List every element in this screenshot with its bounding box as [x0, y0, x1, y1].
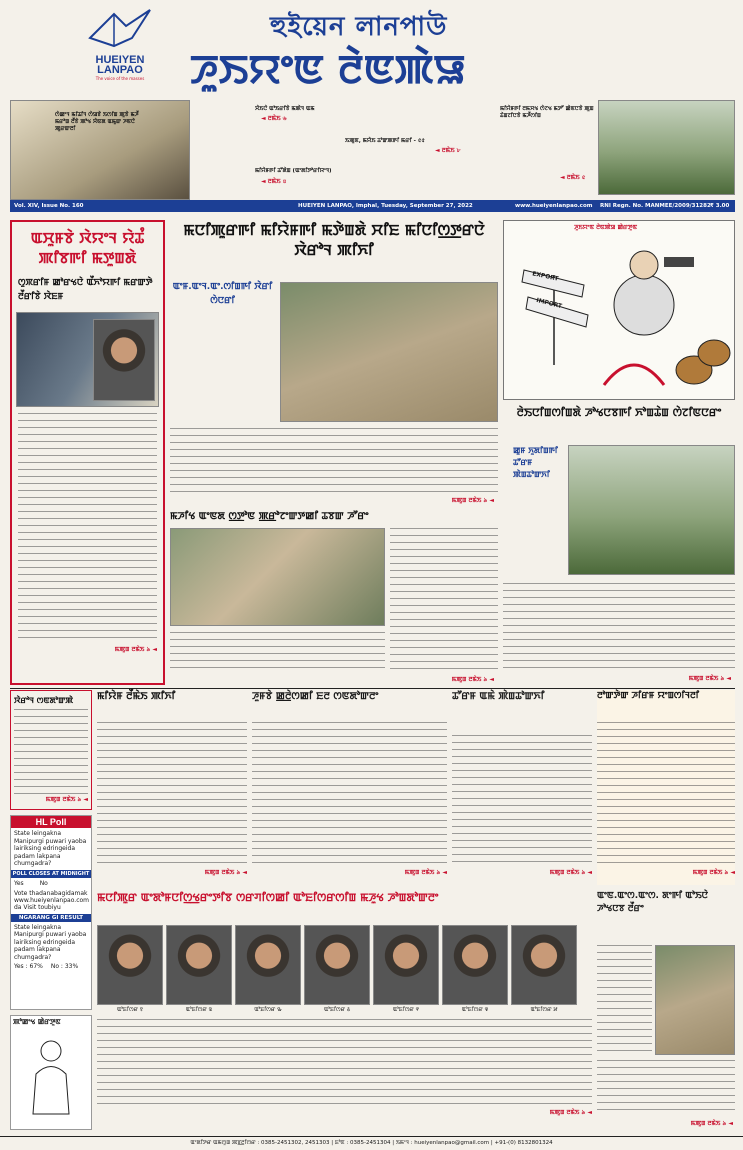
sign-export: EXPORT	[531, 270, 560, 283]
portrait-photo	[93, 319, 155, 401]
bottom-story-body	[97, 1019, 592, 1107]
teaser-right-text[interactable]: ꯃꯤꯌꯥꯝꯒꯤ ꯂꯃꯆꯠ ꯁꯥꯖꯠ ꯃꯇꯧ ꯀꯥꯟꯅꯕꯥ ꯄꯨꯡ ꯊꯥꯡꯖꯤꯅꯕꯥ ꯃꯍꯩꯁꯤꯡ	[500, 106, 594, 120]
small-story-3-body	[452, 735, 592, 867]
logo-tagline: The voice of the masses	[95, 76, 145, 81]
small-story-3	[452, 690, 592, 885]
officer-photo-row	[97, 925, 592, 1005]
logo-line2: LANPAO	[97, 64, 143, 76]
bottom-story-headline[interactable]: ꯃꯅꯤꯄꯨꯔ ꯑꯦꯗꯣꯝꯅꯤꯁ꯭ꯠꯔꯦꯇꯤꯕ ꯁꯔꯚꯤꯁꯀꯤ ꯑꯣꯐꯤꯁꯔꯁꯤꯡ ꯃꯍꯨꯠ ꯍꯣꯡꯗꯣꯛꯂꯦ	[97, 891, 439, 904]
cartoon-label: ꯍꯨꯏꯌꯦꯟ ꯂꯥꯟꯄꯥꯎ ꯀꯥꯔꯇꯨꯟ	[574, 224, 638, 231]
meitei-title: ꯍꯨꯏꯌꯦꯟ ꯂꯥꯟꯄꯥꯎ	[190, 47, 466, 93]
officer-caption: ꯑꯣꯐꯤꯁꯔ ꯴	[324, 1007, 350, 1013]
small-story-2-more[interactable]: ꯃꯄꯨꯡ ꯂꯃꯥꯏ ৯ ◄	[404, 869, 447, 876]
small-story-3-headline[interactable]: ꯊꯧꯔꯝ ꯑꯃꯥ ꯄꯥꯡꯊꯣꯛꯈꯤ	[452, 691, 545, 702]
small-story-1-more[interactable]: ꯃꯄꯨꯡ ꯂꯃꯥꯏ ৯ ◄	[204, 869, 247, 876]
left-story-body	[18, 413, 157, 638]
pocket-cartoon-drawing-icon	[11, 1029, 91, 1124]
lead-story-photo	[280, 282, 498, 422]
pocket-title: ꯄꯣꯀꯦꯠ ꯀꯥꯔꯇꯨꯟ	[13, 1018, 61, 1026]
poll-title: HL Poll	[11, 816, 91, 828]
bottom-right-story-photo	[655, 945, 735, 1055]
sign-import: IMPORT	[535, 296, 563, 311]
officer-photo	[304, 925, 370, 1005]
footer	[0, 1136, 743, 1150]
left-story-deck: ꯁꯨꯞꯔꯤꯝ ꯀꯣꯔꯠꯅꯥ ꯑꯩꯈꯣꯌꯒꯤ ꯃꯔꯛꯇꯥ ꯂꯩꯔꯤꯕꯥ ꯋꯥꯐꯝ	[18, 278, 153, 302]
officer-caption: ꯑꯣꯐꯤꯁꯔ ꯵	[392, 1007, 420, 1013]
brief-title: ꯋꯥꯔꯣꯜ ꯁꯟꯗꯣꯛꯄꯥ	[14, 696, 74, 705]
poll-result-title: NGARANG GI RESULT	[11, 914, 91, 922]
officer-caption: ꯑꯣꯐꯤꯁꯔ ꯱	[116, 1007, 144, 1013]
lead-story-more[interactable]: ꯃꯄꯨꯡ ꯂꯃꯥꯏ ৯ ◄	[451, 497, 494, 504]
date: HUEIYEN LANPAO, Imphal, Tuesday, September 27, 2022	[298, 203, 473, 209]
mid-story-more[interactable]: ꯃꯄꯨꯡ ꯂꯃꯥꯏ ৯ ◄	[451, 676, 494, 683]
dateline-bar	[10, 200, 735, 212]
officer-caption: ꯑꯣꯐꯤꯁꯔ ꯶	[461, 1007, 489, 1013]
right-story	[503, 405, 735, 685]
pocket-cartoon	[10, 1015, 92, 1130]
small-story-2-body	[252, 722, 447, 867]
teaser-3-page[interactable]: ◄ ꯂꯃꯥꯏ ৪	[261, 177, 287, 185]
poll-yes-option[interactable]: Yes	[14, 879, 24, 887]
officer-photo	[166, 925, 232, 1005]
bengali-title: হুইয়েন লানপাউ	[270, 12, 448, 42]
cartoon	[503, 220, 735, 400]
masthead	[0, 0, 743, 100]
teaser-left-text[interactable]: ꯁꯥꯀꯦꯜ ꯃꯤꯊꯤꯜ ꯁꯥꯎꯕꯥ ꯏꯁꯤꯡ ꯄꯨꯕꯥ ꯃꯍꯩ ꯃꯔꯣꯡ ꯂꯩꯕꯥ ꯄꯣꯠ ꯆꯥꯟꯗ ꯑꯃꯨꯛ ꯍꯟꯅꯥ ꯄꯨꯔꯛꯂꯤ	[55, 112, 139, 133]
teaser-middle	[255, 100, 470, 195]
price: ₹ 3.00	[710, 203, 730, 209]
right-story-photo	[568, 445, 735, 575]
bottom-story	[97, 890, 592, 1130]
officer-photo	[442, 925, 508, 1005]
left-story	[10, 220, 165, 685]
volume: Vol. XIV, Issue No. 160	[14, 203, 84, 209]
mid-story-body	[170, 632, 385, 674]
row-divider	[10, 688, 735, 689]
bottom-right-story-body-left	[597, 945, 652, 1055]
website[interactable]: www.hueiyenlanpao.com	[515, 203, 593, 209]
logo	[84, 8, 156, 81]
lead-story-deck: ꯑꯦꯝ.ꯑꯦꯜ.ꯑꯦ.ꯁꯤꯡꯒꯤ ꯋꯥꯔꯤ ꯁꯥꯅꯔꯤ	[172, 282, 273, 306]
small-story-4-headline[interactable]: ꯂꯣꯛꯇꯥꯛ ꯍꯤꯔꯝ ꯌꯦꯡꯁꯤꯜꯂꯤ	[597, 691, 700, 701]
officer-photo	[235, 925, 301, 1005]
teaser-2-page[interactable]: ◄ ꯂꯃꯥꯏ ৮	[435, 147, 461, 155]
poll-vote-text[interactable]: Vote thadanabagidamak www.hueiyenlanpao.com da Visit toubiyu	[14, 889, 90, 911]
poll-result-yes: Yes : 67%	[14, 963, 43, 970]
mid-story-photo	[170, 528, 385, 626]
right-story-deck: ꯀꯨꯝ ꯈꯨꯗꯤꯡꯒꯤ ꯊꯧꯔꯝ ꯄꯥꯡꯊꯣꯛꯈꯤ	[513, 446, 558, 479]
teaser-1[interactable]: ꯆꯥꯏꯅꯥ ꯑꯣꯏꯔꯤꯕꯥ ꯃꯄꯥꯜ ꯑꯃ	[255, 106, 315, 112]
supreme-court-photo	[16, 312, 159, 407]
teaser-3[interactable]: ꯃꯤꯌꯥꯝꯒꯤ ꯊꯧꯗꯥꯡ (ꯑꯦꯗꯤꯇꯣꯔꯤꯌꯦꯜ)	[255, 168, 332, 175]
officer-captions	[97, 1005, 592, 1013]
left-story-more[interactable]: ꯃꯄꯨꯡ ꯂꯃꯥꯏ ৯ ◄	[114, 646, 157, 653]
small-story-4	[597, 690, 735, 885]
lead-story	[170, 220, 498, 505]
teaser-2[interactable]: ꯏꯄꯨꯟ, ꯃꯌꯥꯏ ꯊꯣꯛꯄꯒꯤ ꯃꯔꯤ - ৫৫	[345, 138, 425, 145]
small-story-1-body	[97, 722, 247, 867]
right-story-headline[interactable]: ꯂꯥꯏꯅꯤꯡꯁꯤꯡꯗꯥ ꯍꯣꯠꯅꯕꯒꯤ ꯈꯣꯡꯊꯥꯡ ꯁꯥꯖꯤꯟꯅꯔꯦ	[516, 406, 722, 419]
officer-caption: ꯑꯣꯐꯤꯁꯔ ꯲	[185, 1007, 213, 1013]
officer-caption: ꯑꯣꯐꯤꯁꯔ ꯷	[530, 1007, 558, 1013]
small-story-1	[97, 690, 247, 885]
right-story-body	[503, 583, 735, 673]
brief-box	[10, 690, 92, 810]
brief-more[interactable]: ꯃꯄꯨꯡ ꯂꯃꯥꯏ ৯ ◄	[45, 796, 88, 803]
bird-logo-icon	[84, 8, 156, 50]
teaser-right-photo	[598, 100, 735, 195]
small-story-3-more[interactable]: ꯃꯄꯨꯡ ꯂꯃꯥꯏ ৯ ◄	[549, 869, 592, 876]
small-story-2	[252, 690, 447, 885]
bottom-right-story-more[interactable]: ꯃꯄꯨꯡ ꯂꯃꯥꯏ ৯ ◄	[690, 1120, 733, 1127]
bottom-story-more[interactable]: ꯃꯄꯨꯡ ꯂꯃꯥꯏ ৯ ◄	[549, 1109, 592, 1116]
poll-no-option[interactable]: No	[39, 879, 48, 887]
right-story-more[interactable]: ꯃꯄꯨꯡ ꯂꯃꯥꯏ ৯ ◄	[688, 675, 731, 682]
small-story-1-headline[interactable]: ꯃꯤꯌꯥꯝ ꯂꯩꯃꯥꯏ ꯄꯤꯈꯤ	[97, 691, 176, 702]
officer-photo	[97, 925, 163, 1005]
bottom-right-story	[597, 890, 735, 1130]
rni-number: RNI Regn. No. MANMEE/2009/31282	[600, 203, 711, 209]
poll-closes: POLL CLOSES AT MIDNIGHT	[12, 870, 90, 877]
teaser-1-page[interactable]: ◄ ꯂꯃꯥꯏ ৬	[261, 115, 287, 123]
small-story-2-headline[interactable]: ꯍꯨꯝꯕꯥ ꯀ꯭ꯂꯥꯁꯀꯤ ꯐꯂ ꯁꯟꯗꯣꯛꯂꯦ	[252, 691, 379, 702]
bottom-right-story-body	[597, 1060, 735, 1115]
mid-story-headline[interactable]: ꯃꯍꯤꯠ ꯑꯦꯟꯗ ꯁ꯭ꯇꯣꯟ ꯄ꯭ꯔꯣꯖꯦꯛꯇꯀꯤ ꯊꯕꯛ ꯍꯧꯔꯦ	[170, 511, 369, 522]
lead-story-headline[interactable]: ꯃꯅꯤꯄꯨꯔꯒꯤ ꯃꯤꯌꯥꯝꯒꯤ ꯃꯇꯥꯡꯗꯥ ꯆꯤꯐ ꯃꯤꯅꯤꯁ꯭ꯇꯔꯅꯥ ꯋꯥꯔꯣꯜ ꯄꯤꯈꯤ	[183, 221, 485, 259]
brief-body	[14, 709, 88, 794]
poll-box	[10, 815, 92, 1010]
poll-result-question: State leingakna Manipurgi puwari yaoba lairiksing edringeida padam lakpana chumgadra?	[14, 923, 87, 961]
logo-line1: HUEIYEN	[95, 54, 145, 66]
mid-story-body-right	[390, 528, 498, 673]
footer-text: ꯑꯦꯗꯤꯇꯔ ꯑꯃꯁꯨꯡ ꯄꯕ꯭ꯂꯤꯁꯔ : 0385-2451302, 2451303 | ꯐꯣꯟ : 0385-2451304 | ꯏꯃꯦꯜ : hueiyenlanpao@gmail.com | +91-(0) 8132801324	[190, 1140, 553, 1146]
lead-story-body	[170, 428, 498, 493]
poll-question: State leingakna Manipurgi puwari yaoba lairiksing edringeida padam lakpana chumgadra?	[14, 830, 87, 867]
teaser-right-page[interactable]: ◄ ꯂꯃꯥꯏ ৫	[560, 174, 586, 181]
mid-story	[170, 510, 498, 685]
officer-photo	[373, 925, 439, 1005]
small-story-4-body	[597, 722, 735, 867]
small-story-4-more[interactable]: ꯃꯄꯨꯡ ꯂꯃꯥꯏ ৯ ◄	[692, 869, 735, 876]
officer-photo	[511, 925, 577, 1005]
bottom-right-story-headline[interactable]: ꯑꯦꯟ.ꯑꯦꯁ.ꯑꯦꯁ. ꯗꯦꯒꯤ ꯑꯣꯏꯅꯥ ꯍꯣꯠꯅꯕ ꯂꯩꯔꯦ	[597, 891, 709, 914]
cartoon-drawing-icon	[504, 235, 736, 400]
poll-result-no: No : 33%	[50, 963, 79, 970]
officer-caption: ꯑꯣꯐꯤꯁꯔ ꯳	[254, 1007, 282, 1013]
left-story-headline[interactable]: ꯑꯆꯨꯝꯕꯥ ꯋꯥꯌꯦꯜ ꯌꯥꯊꯪ ꯄꯤꯕꯒꯤ ꯃꯇꯨꯡꯗꯥ	[30, 229, 145, 267]
